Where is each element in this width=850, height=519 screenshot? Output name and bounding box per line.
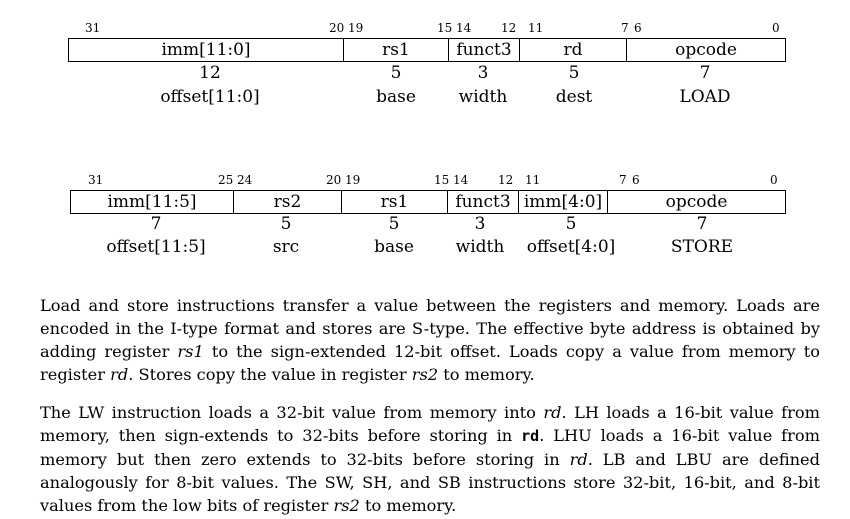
- text-run: . Stores copy the value in register: [128, 365, 412, 384]
- field-role: offset[11:0]: [160, 87, 260, 107]
- text-run: to memory.: [359, 496, 457, 515]
- register-rd-code: rd: [521, 427, 540, 445]
- field-opcode: opcode: [607, 191, 785, 213]
- field-width: 5: [280, 214, 292, 234]
- field-rs1: rs1: [343, 39, 448, 61]
- bit-number: 31: [88, 173, 104, 187]
- register-rs2: rs2: [411, 365, 439, 384]
- text-run: The LW instruction loads a 32-bit value from memory into: [40, 403, 544, 422]
- bit-number: 0: [770, 173, 778, 187]
- text-run: . LHU loads a 16-bit value from memory but then zero extends to 32-bits before storing in: [40, 426, 820, 469]
- field-width: 3: [474, 214, 486, 234]
- bit-number: 14: [456, 21, 472, 35]
- store-field-box: [70, 190, 786, 214]
- bit-number: 6: [632, 173, 640, 187]
- field-width: 12: [199, 63, 221, 83]
- field-width: 7: [696, 214, 708, 234]
- field-funct3: funct3: [448, 39, 519, 61]
- bit-number: 14: [453, 173, 469, 187]
- bit-number: 31: [85, 21, 101, 35]
- field-rs1: rs1: [341, 191, 447, 213]
- bit-number: 11: [528, 21, 544, 35]
- field-width: 7: [699, 63, 711, 83]
- field-role: width: [455, 237, 505, 257]
- field-role: width: [458, 87, 508, 107]
- bit-number: 15: [434, 173, 450, 187]
- bit-number: 15: [437, 21, 453, 35]
- bit-number: 6: [634, 21, 642, 35]
- text-run: Load and store instructions transfer a value between the registers and memory. Loads are encoded in the I-type format and stores are S-type. The effective byte address is obtained by adding register: [40, 296, 820, 361]
- bit-number: 19: [345, 173, 361, 187]
- field-width: 5: [568, 63, 580, 83]
- bit-number: 0: [772, 21, 780, 35]
- text-run: to memory.: [438, 365, 535, 384]
- field-role: LOAD: [679, 87, 731, 107]
- field-width: 3: [477, 63, 489, 83]
- bit-number: 20: [326, 173, 342, 187]
- field-width: 7: [150, 214, 162, 234]
- bit-number: 12: [498, 173, 514, 187]
- bit-number: 25: [218, 173, 234, 187]
- field-opcode: opcode: [626, 39, 785, 61]
- bit-number: 11: [525, 173, 541, 187]
- field-imm: imm[11:0]: [161, 40, 251, 60]
- register-rd: rd: [110, 365, 129, 384]
- field-width: 5: [565, 214, 577, 234]
- field-rd: rd: [519, 39, 626, 61]
- field-role: src: [272, 237, 300, 257]
- bit-number: 19: [348, 21, 364, 35]
- register-rd: rd: [569, 450, 588, 469]
- bit-number: 12: [501, 21, 517, 35]
- text-run: . LB and LBU are defined analogously for 8-bit values. The SW, SH, and SB instructions store 32-bit, 16-bit, and 8-bit values from the low bits of register: [40, 450, 820, 515]
- field-width: 5: [390, 63, 402, 83]
- field-role: base: [374, 237, 414, 257]
- text-run: . LH loads a 16-bit value from memory, then sign-extends to 32-bits before storing in: [40, 403, 820, 445]
- register-rs2: rs2: [333, 496, 360, 515]
- field-role: dest: [555, 87, 593, 107]
- field-imm-low: imm[4:0]: [518, 191, 607, 213]
- field-role: STORE: [670, 237, 734, 257]
- text-run: to the sign-extended 12-bit offset. Loads copy a value from memory to register: [40, 342, 820, 384]
- field-width: 5: [388, 214, 400, 234]
- bit-number: 7: [619, 173, 627, 187]
- paragraph-load-store-overview: [40, 294, 820, 386]
- bit-number: 20: [329, 21, 345, 35]
- load-field-box: [68, 38, 786, 62]
- field-imm-high: imm[11:5]: [107, 192, 197, 212]
- field-rs2: rs2: [233, 191, 341, 213]
- register-rd: rd: [543, 403, 562, 422]
- paragraph-load-store-variants: [40, 401, 820, 517]
- register-rs1: rs1: [177, 342, 204, 361]
- field-funct3: funct3: [447, 191, 518, 213]
- bit-number: 7: [621, 21, 629, 35]
- field-role: offset[4:0]: [526, 237, 616, 257]
- field-role: offset[11:5]: [106, 237, 206, 257]
- field-role: base: [376, 87, 416, 107]
- bit-number: 24: [237, 173, 253, 187]
